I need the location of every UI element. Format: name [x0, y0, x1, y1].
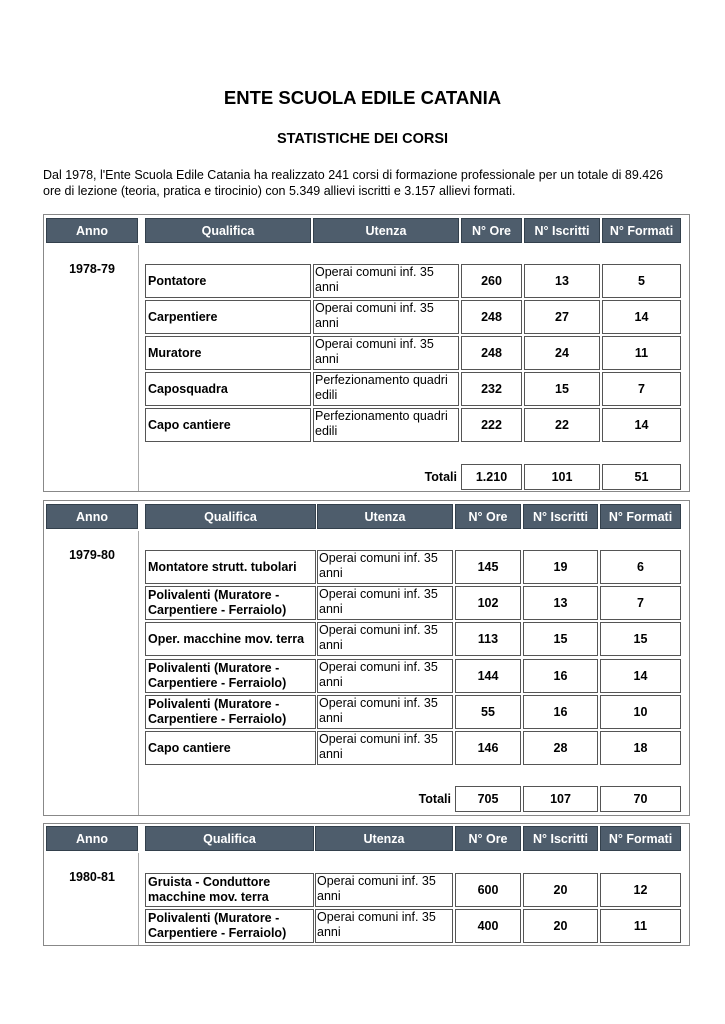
course-qualifica: Polivalenti (Muratore - Carpentiere - Ferraiolo) [145, 586, 316, 620]
totals-label: Totali [424, 470, 457, 484]
column-header-ore: N° Ore [455, 826, 521, 851]
course-formati: 7 [600, 586, 681, 620]
course-utenza: Operai comuni inf. 35 anni [315, 873, 453, 907]
course-iscritti: 20 [523, 909, 598, 943]
course-qualifica: Pontatore [145, 264, 311, 298]
course-utenza: Operai comuni inf. 35 anni [313, 264, 459, 298]
course-formati: 12 [600, 873, 681, 907]
total-formati: 70 [600, 786, 681, 812]
course-ore: 400 [455, 909, 521, 943]
course-iscritti: 13 [523, 586, 598, 620]
course-formati: 7 [602, 372, 681, 406]
course-utenza: Operai comuni inf. 35 anni [315, 909, 453, 943]
total-iscritti: 107 [523, 786, 598, 812]
course-utenza: Operai comuni inf. 35 anni [317, 550, 453, 584]
column-header-utenza: Utenza [317, 504, 453, 529]
course-qualifica: Muratore [145, 336, 311, 370]
course-iscritti: 24 [524, 336, 600, 370]
total-formati: 51 [602, 464, 681, 490]
course-qualifica: Montatore strutt. tubolari [145, 550, 316, 584]
year-column-divider [46, 853, 139, 945]
course-qualifica: Oper. macchine mov. terra [145, 622, 316, 656]
course-ore: 248 [461, 336, 522, 370]
course-utenza: Operai comuni inf. 35 anni [313, 300, 459, 334]
year-label: 1980-81 [69, 870, 115, 884]
course-qualifica: Caposquadra [145, 372, 311, 406]
course-ore: 260 [461, 264, 522, 298]
column-header-formati: N° Formati [600, 826, 681, 851]
course-formati: 15 [600, 622, 681, 656]
column-header-iscritti: N° Iscritti [524, 218, 600, 243]
course-iscritti: 13 [524, 264, 600, 298]
course-iscritti: 28 [523, 731, 598, 765]
course-ore: 232 [461, 372, 522, 406]
column-header-qualifica: Qualifica [145, 504, 316, 529]
column-header-formati: N° Formati [600, 504, 681, 529]
year-label: 1979-80 [69, 548, 115, 562]
course-formati: 14 [602, 408, 681, 442]
intro-paragraph: Dal 1978, l'Ente Scuola Edile Catania ha realizzato 241 corsi di formazione professionale per un totale di 89.426 ore di lezione (teoria, pratica e tirocinio) con 5.349 allievi iscritti e 3.157 allievi formati. [43, 168, 664, 198]
course-qualifica: Polivalenti (Muratore - Carpentiere - Ferraiolo) [145, 909, 314, 943]
page-subtitle: STATISTICHE DEI CORSI [276, 131, 449, 147]
course-ore: 146 [455, 731, 521, 765]
course-ore: 102 [455, 586, 521, 620]
course-qualifica: Carpentiere [145, 300, 311, 334]
total-ore: 1.210 [461, 464, 522, 490]
course-utenza: Operai comuni inf. 35 anni [317, 659, 453, 693]
course-iscritti: 22 [524, 408, 600, 442]
course-qualifica: Capo cantiere [145, 731, 316, 765]
course-utenza: Perfezionamento quadri edili [313, 408, 459, 442]
totals-label: Totali [418, 792, 451, 806]
year-label: 1978-79 [69, 262, 115, 276]
course-ore: 248 [461, 300, 522, 334]
course-formati: 14 [602, 300, 681, 334]
column-header-ore: N° Ore [461, 218, 522, 243]
course-utenza: Perfezionamento quadri edili [313, 372, 459, 406]
course-iscritti: 27 [524, 300, 600, 334]
column-header-anno: Anno [46, 218, 138, 243]
column-header-ore: N° Ore [455, 504, 521, 529]
course-ore: 144 [455, 659, 521, 693]
course-utenza: Operai comuni inf. 35 anni [317, 695, 453, 729]
column-header-formati: N° Formati [602, 218, 681, 243]
column-header-iscritti: N° Iscritti [523, 826, 598, 851]
course-iscritti: 20 [523, 873, 598, 907]
column-header-qualifica: Qualifica [145, 826, 314, 851]
course-qualifica: Polivalenti (Muratore - Carpentiere - Ferraiolo) [145, 695, 316, 729]
course-iscritti: 16 [523, 659, 598, 693]
course-ore: 222 [461, 408, 522, 442]
column-header-anno: Anno [46, 504, 138, 529]
course-formati: 18 [600, 731, 681, 765]
column-header-qualifica: Qualifica [145, 218, 311, 243]
course-utenza: Operai comuni inf. 35 anni [317, 731, 453, 765]
course-formati: 11 [600, 909, 681, 943]
course-ore: 55 [455, 695, 521, 729]
column-header-utenza: Utenza [313, 218, 459, 243]
course-utenza: Operai comuni inf. 35 anni [317, 586, 453, 620]
course-formati: 11 [602, 336, 681, 370]
course-ore: 600 [455, 873, 521, 907]
year-section [43, 500, 690, 816]
course-ore: 145 [455, 550, 521, 584]
course-iscritti: 15 [523, 622, 598, 656]
column-header-anno: Anno [46, 826, 138, 851]
year-column-divider [46, 531, 139, 815]
course-formati: 10 [600, 695, 681, 729]
course-iscritti: 19 [523, 550, 598, 584]
course-qualifica: Capo cantiere [145, 408, 311, 442]
course-ore: 113 [455, 622, 521, 656]
course-utenza: Operai comuni inf. 35 anni [313, 336, 459, 370]
total-iscritti: 101 [524, 464, 600, 490]
course-formati: 14 [600, 659, 681, 693]
course-formati: 6 [600, 550, 681, 584]
course-iscritti: 16 [523, 695, 598, 729]
course-qualifica: Gruista - Conduttore macchine mov. terra [145, 873, 314, 907]
total-ore: 705 [455, 786, 521, 812]
column-header-utenza: Utenza [315, 826, 453, 851]
column-header-iscritti: N° Iscritti [523, 504, 598, 529]
course-formati: 5 [602, 264, 681, 298]
course-iscritti: 15 [524, 372, 600, 406]
course-utenza: Operai comuni inf. 35 anni [317, 622, 453, 656]
year-column-divider [46, 245, 139, 491]
course-qualifica: Polivalenti (Muratore - Carpentiere - Ferraiolo) [145, 659, 316, 693]
page-title: ENTE SCUOLA EDILE CATANIA [223, 87, 502, 108]
